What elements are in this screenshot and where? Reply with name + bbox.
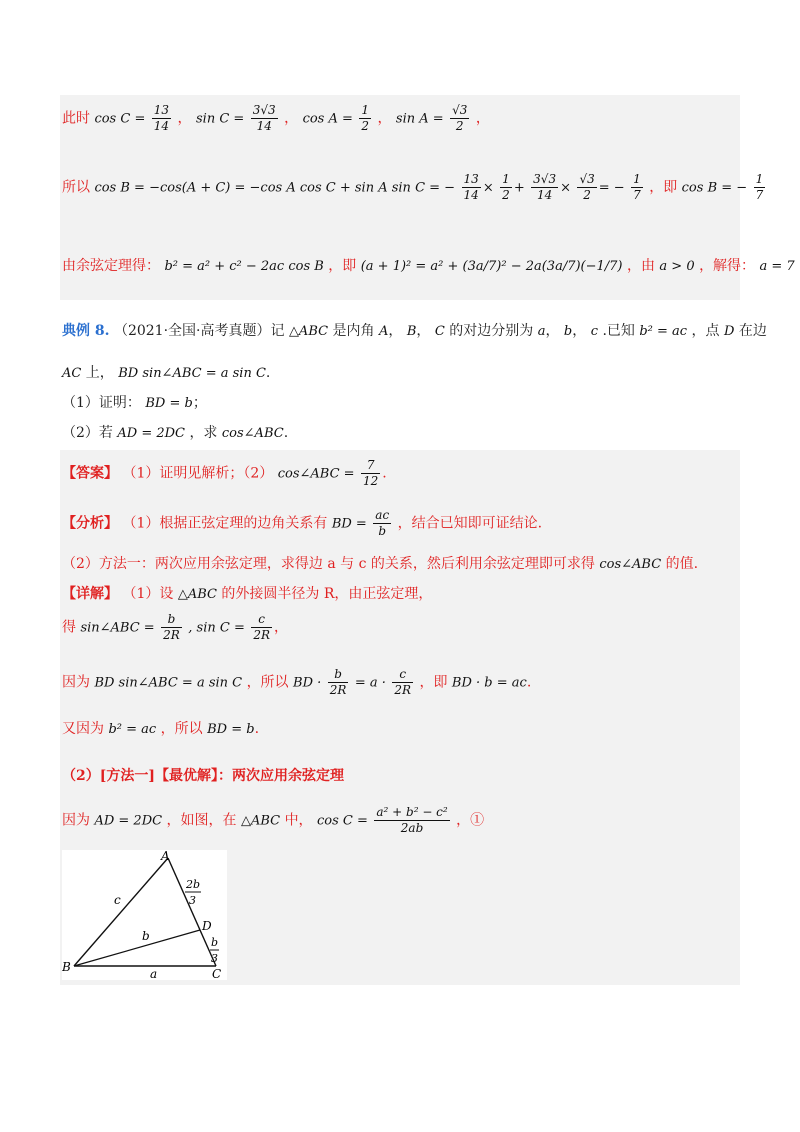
- label-b: b: [142, 929, 150, 943]
- sinC-frac: $\frac{3√3}{14}$: [252, 103, 276, 133]
- analysis-tag: 【分析】: [62, 515, 118, 532]
- answer-line: 【答案】 （1）证明见解析；（2） cos∠ABC = $\frac{7}{12}$ .: [62, 458, 387, 488]
- label-a: a: [150, 967, 158, 980]
- cosB-result: cos B = −: [681, 180, 748, 196]
- sinA-frac: $\frac{√3}{2}$: [452, 103, 468, 133]
- cosB-expression: cos B = −cos(A + C) = −cos A cos C + sin A sin C = −: [94, 180, 456, 196]
- vertex-D: D: [202, 919, 212, 933]
- cosC-line: 因为 AD = 2DC ，如图，在 △ABC 中， cos C = $\frac{\text{a² + b² − c²}}{2ab}$ ，①: [62, 805, 485, 835]
- also-line: 又因为 b² = ac ，所以 BD = b.: [62, 721, 260, 737]
- lead-text: 此时: [62, 110, 90, 127]
- answer-tag: 【答案】: [62, 465, 118, 482]
- side-AC: [168, 858, 219, 966]
- cosA-frac: $\frac{1}{2}$: [361, 103, 369, 133]
- because-line: 因为 BD sin∠ABC = a sin C ，所以 BD · $\frac{b}{2R}$ = a · $\frac{c}{2R}$ ，即 BD · b = ac.: [62, 667, 532, 697]
- values-line: 此时 cos C = $\frac{13}{14}$ ， sin C = $\frac{3√3}{14}$ ， cos A = $\frac{1}{2}$ ， sin A = $\frac{√3}{2}$ ，: [62, 103, 490, 133]
- label-AD-num: 2b: [186, 878, 201, 891]
- cosine-law-line: 由余弦定理得： b² = a² + c² − 2ac cos B ，即 (a + 1)² = a² + (3a/7)² − 2a(3a/7)(−1/7) ，由 a > 0 ，解得： a = 7: [62, 258, 795, 274]
- vertex-A: A: [161, 850, 170, 863]
- question-2: （2）若 AD = 2DC ，求 cos∠ABC.: [62, 425, 289, 441]
- sinC-lhs: sin C =: [195, 111, 245, 127]
- vertex-C: C: [212, 967, 222, 980]
- cosB-line: 所以 cos B = −cos(A + C) = −cos A cos C + sin A sin C = − $\frac{13}{14}$ × $\frac{1}{2}$ + $\frac{3√3}{14}$ × $\frac{√3}{2}$ = − $\frac{1}{7}$ ，即 cos B = − $\frac{1}{7}$: [62, 172, 764, 202]
- example-label: 典例 8.: [62, 323, 110, 339]
- answer-a: a = 7: [759, 259, 795, 274]
- label-DC-num: b: [211, 936, 219, 949]
- label-c: c: [114, 893, 121, 907]
- detail-line: 【详解】 （1）设 △ABC 的外接圆半径为 R，由正弦定理，: [62, 586, 433, 602]
- cosC-lhs: cos C =: [94, 111, 146, 127]
- side-BA: [74, 858, 168, 966]
- cosine-law-eq: b² = a² + c² − 2ac cos B: [164, 259, 324, 274]
- problem-line2: AC 上， BD sin∠ABC = a sin C.: [62, 365, 271, 381]
- vertex-B: B: [62, 960, 71, 974]
- cosA-lhs: cos A =: [302, 111, 353, 127]
- segment-BD: [74, 930, 200, 966]
- triangle-figure: [62, 850, 227, 980]
- question-1: （1）证明： BD = b；: [62, 395, 207, 411]
- method1-heading: （2）[方法一]【最优解】：两次应用余弦定理: [62, 768, 344, 784]
- substituted-eq: (a + 1)² = a² + (3a/7)² − 2a(3a/7)(−1/7): [360, 259, 623, 274]
- label-DC-den: 3: [211, 952, 218, 965]
- cosC-frac: $\frac{13}{14}$: [153, 103, 170, 133]
- problem-statement: 典例 8. （2021·全国·高考真题）记 △ABC 是内角 A， B， C 的对边分别为 a， b， c .已知 b² = ac ，点 D 在边: [62, 323, 767, 339]
- analysis-line: 【分析】 （1）根据正弦定理的边角关系有 BD = $\frac{ac}{b}$ ，结合已知即可证结论.: [62, 508, 543, 538]
- detail-tag: 【详解】: [62, 586, 118, 602]
- sinA-lhs: sin A =: [395, 111, 444, 127]
- label-AD-den: 3: [189, 894, 196, 907]
- method1-summary: （2）方法一：两次应用余弦定理，求得边 a 与 c 的关系，然后利用余弦定理即可求得 cos∠ABC 的值.: [62, 556, 699, 572]
- sine-law-line: 得 sin∠ABC = $\frac{b}{2R}$ , sin C = $\frac{c}{2R}$ ，: [62, 612, 288, 642]
